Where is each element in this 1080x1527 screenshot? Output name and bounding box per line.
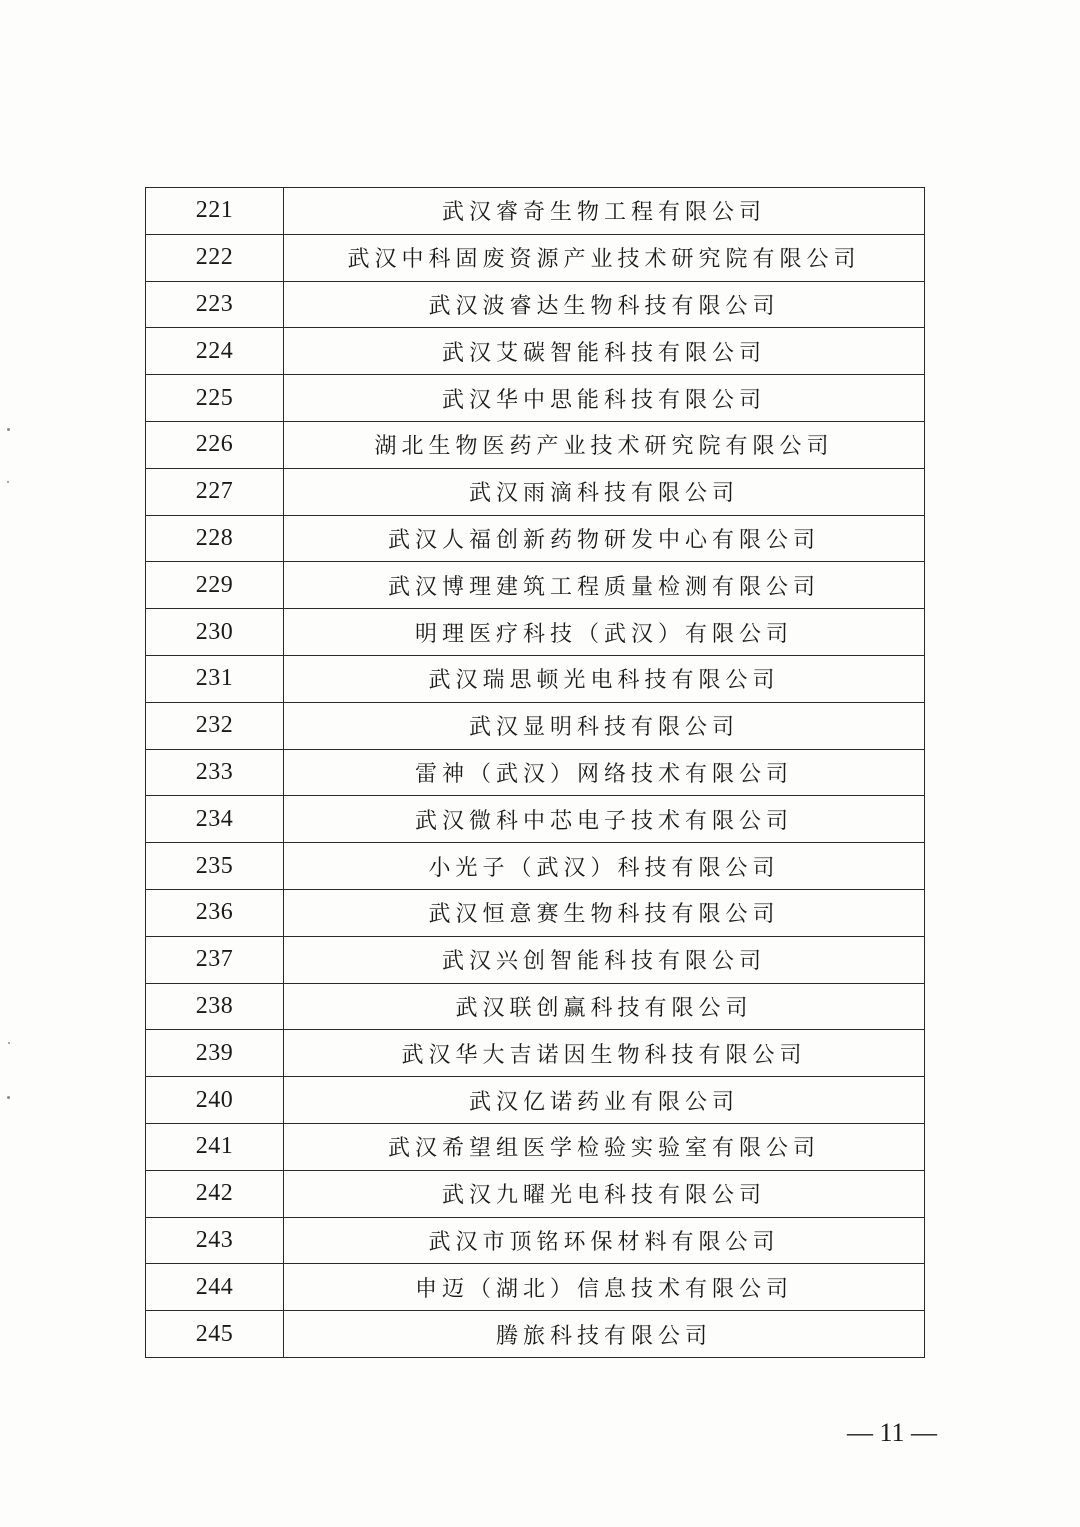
row-number-cell: 221 bbox=[146, 188, 284, 235]
table-row bbox=[146, 843, 925, 890]
company-name-cell: 武汉亿诺药业有限公司 bbox=[284, 1077, 925, 1124]
row-number-cell: 241 bbox=[146, 1123, 284, 1170]
company-name-cell: 武汉希望组医学检验实验室有限公司 bbox=[284, 1123, 925, 1170]
company-name-cell: 申迈（湖北）信息技术有限公司 bbox=[284, 1264, 925, 1311]
table-row bbox=[146, 1077, 925, 1124]
company-list-table bbox=[145, 187, 925, 1358]
table-row bbox=[146, 515, 925, 562]
row-number-cell: 232 bbox=[146, 702, 284, 749]
table-row bbox=[146, 609, 925, 656]
table-row bbox=[146, 562, 925, 609]
row-number-cell: 234 bbox=[146, 796, 284, 843]
table-row bbox=[146, 655, 925, 702]
company-name-cell: 腾旅科技有限公司 bbox=[284, 1311, 925, 1358]
company-name-cell: 雷神（武汉）网络技术有限公司 bbox=[284, 749, 925, 796]
table-row bbox=[146, 1123, 925, 1170]
scan-speck bbox=[8, 1042, 10, 1044]
company-name-cell: 明理医疗科技（武汉）有限公司 bbox=[284, 609, 925, 656]
company-name-cell: 武汉兴创智能科技有限公司 bbox=[284, 936, 925, 983]
scan-speck bbox=[7, 428, 10, 431]
company-name-cell: 武汉市顶铭环保材料有限公司 bbox=[284, 1217, 925, 1264]
company-name-cell: 武汉博理建筑工程质量检测有限公司 bbox=[284, 562, 925, 609]
table-row bbox=[146, 702, 925, 749]
company-name-cell: 武汉波睿达生物科技有限公司 bbox=[284, 281, 925, 328]
row-number-cell: 238 bbox=[146, 983, 284, 1030]
table-row bbox=[146, 421, 925, 468]
scan-speck bbox=[7, 1096, 10, 1099]
row-number-cell: 242 bbox=[146, 1170, 284, 1217]
row-number-cell: 228 bbox=[146, 515, 284, 562]
table-row bbox=[146, 889, 925, 936]
scan-speck bbox=[7, 481, 9, 483]
company-name-cell: 武汉华大吉诺因生物科技有限公司 bbox=[284, 1030, 925, 1077]
row-number-cell: 227 bbox=[146, 468, 284, 515]
row-number-cell: 235 bbox=[146, 843, 284, 890]
row-number-cell: 239 bbox=[146, 1030, 284, 1077]
row-number-cell: 245 bbox=[146, 1311, 284, 1358]
table-row bbox=[146, 328, 925, 375]
company-name-cell: 武汉人福创新药物研发中心有限公司 bbox=[284, 515, 925, 562]
company-name-cell: 武汉恒意赛生物科技有限公司 bbox=[284, 889, 925, 936]
company-name-cell: 武汉显明科技有限公司 bbox=[284, 702, 925, 749]
company-name-cell: 武汉微科中芯电子技术有限公司 bbox=[284, 796, 925, 843]
table-row bbox=[146, 1170, 925, 1217]
row-number-cell: 222 bbox=[146, 234, 284, 281]
company-name-cell: 湖北生物医药产业技术研究院有限公司 bbox=[284, 421, 925, 468]
company-name-cell: 武汉睿奇生物工程有限公司 bbox=[284, 188, 925, 235]
row-number-cell: 236 bbox=[146, 889, 284, 936]
table-row bbox=[146, 468, 925, 515]
table-row bbox=[146, 1311, 925, 1358]
company-name-cell: 武汉艾碳智能科技有限公司 bbox=[284, 328, 925, 375]
row-number-cell: 233 bbox=[146, 749, 284, 796]
table-row bbox=[146, 796, 925, 843]
company-name-cell: 武汉中科固废资源产业技术研究院有限公司 bbox=[284, 234, 925, 281]
table-row bbox=[146, 1030, 925, 1077]
table-row bbox=[146, 1264, 925, 1311]
row-number-cell: 226 bbox=[146, 421, 284, 468]
company-name-cell: 武汉瑞思顿光电科技有限公司 bbox=[284, 655, 925, 702]
company-name-cell: 武汉雨滴科技有限公司 bbox=[284, 468, 925, 515]
table-row bbox=[146, 188, 925, 235]
row-number-cell: 230 bbox=[146, 609, 284, 656]
row-number-cell: 240 bbox=[146, 1077, 284, 1124]
table-row bbox=[146, 983, 925, 1030]
table-row bbox=[146, 281, 925, 328]
table-row bbox=[146, 936, 925, 983]
company-name-cell: 小光子（武汉）科技有限公司 bbox=[284, 843, 925, 890]
row-number-cell: 243 bbox=[146, 1217, 284, 1264]
row-number-cell: 231 bbox=[146, 655, 284, 702]
row-number-cell: 229 bbox=[146, 562, 284, 609]
row-number-cell: 225 bbox=[146, 375, 284, 422]
company-name-cell: 武汉联创赢科技有限公司 bbox=[284, 983, 925, 1030]
table-row bbox=[146, 1217, 925, 1264]
company-name-cell: 武汉九曜光电科技有限公司 bbox=[284, 1170, 925, 1217]
row-number-cell: 244 bbox=[146, 1264, 284, 1311]
page-number: — 11 — bbox=[846, 1418, 938, 1447]
table-row bbox=[146, 749, 925, 796]
company-name-cell: 武汉华中思能科技有限公司 bbox=[284, 375, 925, 422]
row-number-cell: 237 bbox=[146, 936, 284, 983]
table-row bbox=[146, 234, 925, 281]
table-row bbox=[146, 375, 925, 422]
row-number-cell: 224 bbox=[146, 328, 284, 375]
row-number-cell: 223 bbox=[146, 281, 284, 328]
